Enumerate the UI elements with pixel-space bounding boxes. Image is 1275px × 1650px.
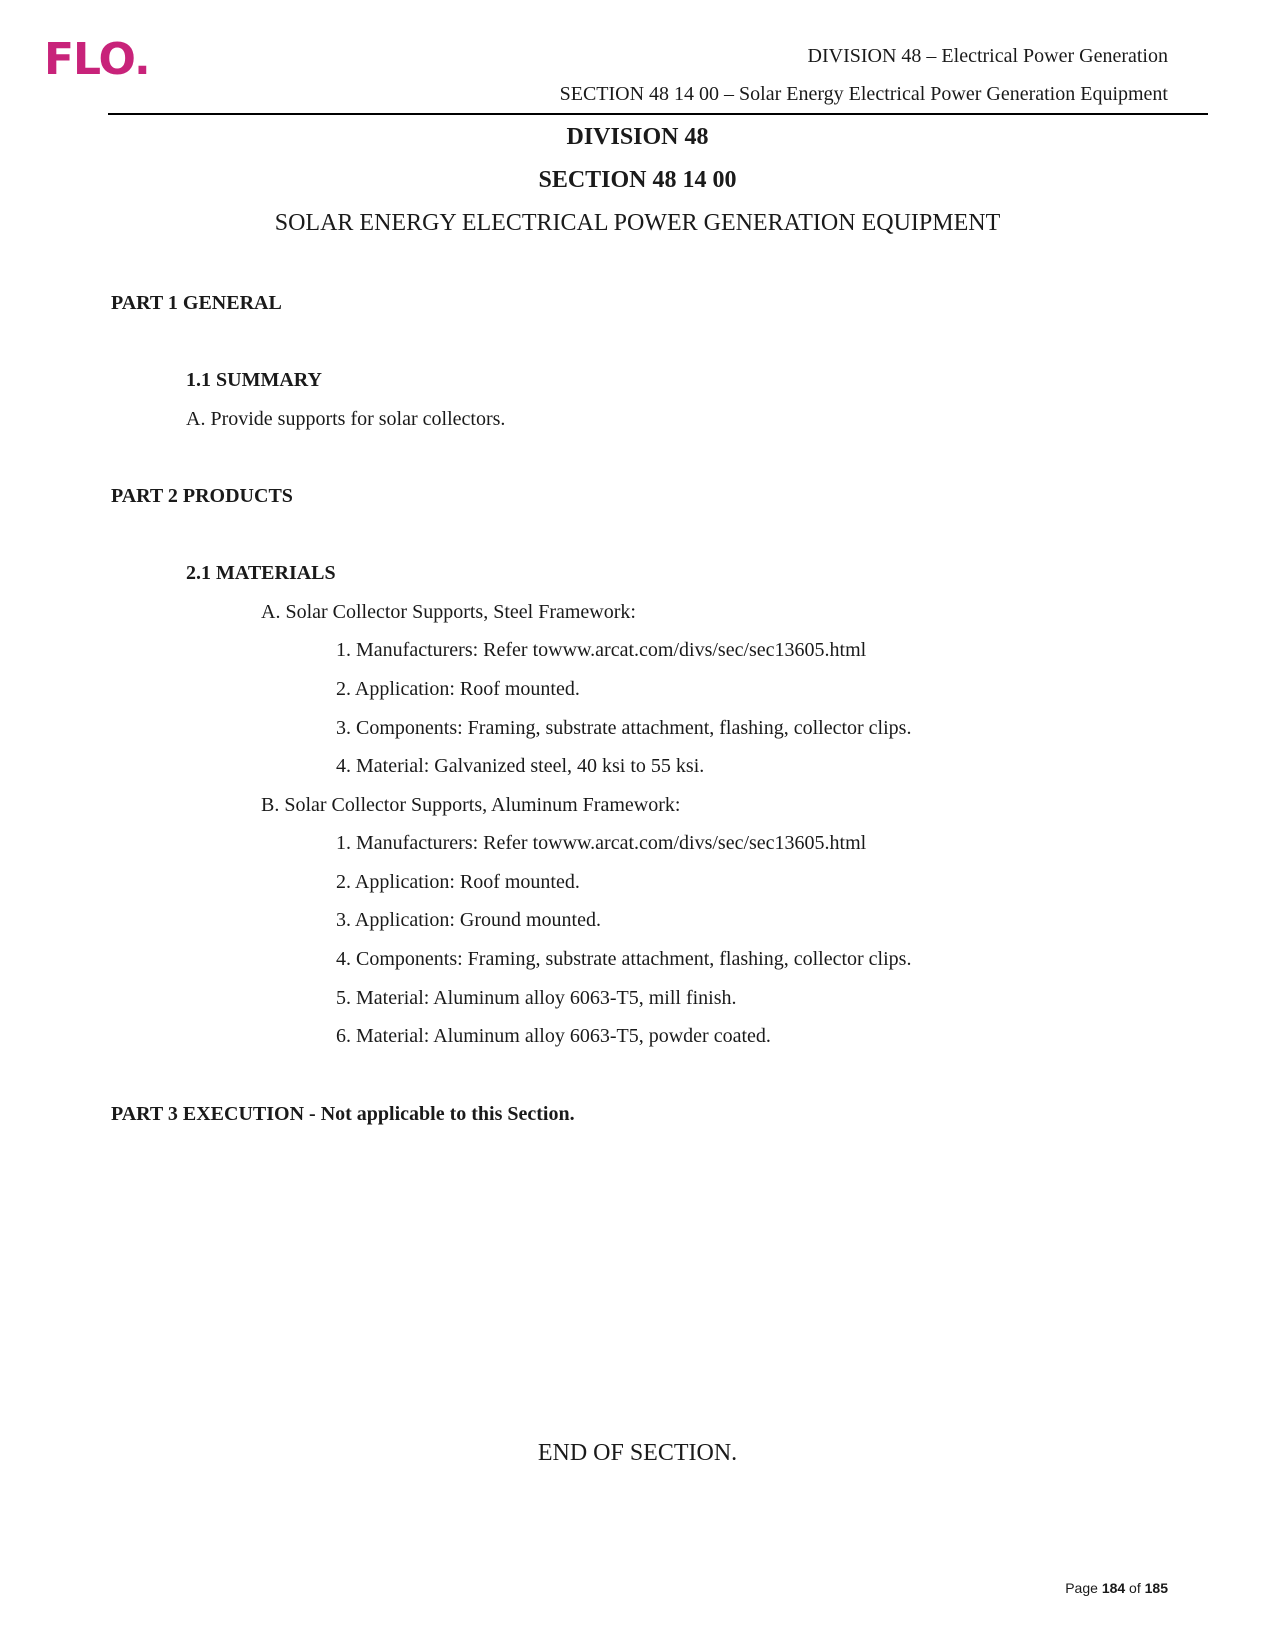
list-item: 4. Material: Galvanized steel, 40 ksi to 55 ksi. [336,755,705,777]
list-item: 5. Material: Aluminum alloy 6063-T5, mill finish. [336,987,737,1009]
header-division: DIVISION 48 – Electrical Power Generation [807,45,1168,67]
part2-subheading: 2.1 MATERIALS [186,562,336,584]
of-label: of [1125,1580,1145,1596]
title-name: SOLAR ENERGY ELECTRICAL POWER GENERATION EQUIPMENT [274,210,1001,236]
list-item: 3. Components: Framing, substrate attachment, flashing, collector clips. [336,717,912,739]
header-section: SECTION 48 14 00 – Solar Energy Electrical Power Generation Equipment [559,83,1168,105]
end-of-section: END OF SECTION. [537,1440,738,1466]
list-item: 3. Application: Ground mounted. [336,909,601,931]
title-section: SECTION 48 14 00 [538,167,737,193]
group-a-label: A. Solar Collector Supports, Steel Framework: [261,601,636,623]
part1-subheading: 1.1 SUMMARY [186,369,322,391]
page-number: 184 [1101,1580,1126,1596]
list-item: 2. Application: Roof mounted. [336,678,580,700]
list-item: 6. Material: Aluminum alloy 6063-T5, powder coated. [336,1025,771,1047]
list-item: 4. Components: Framing, substrate attachment, flashing, collector clips. [336,948,912,970]
part2-heading: PART 2 PRODUCTS [111,485,293,507]
part3-heading: PART 3 EXECUTION [111,1103,305,1125]
list-item: 1. Manufacturers: Refer towww.arcat.com/divs/sec/sec13605.html [336,639,867,661]
part3-line [111,1103,575,1126]
part1-heading: PART 1 GENERAL [111,292,282,314]
list-item: 1. Manufacturers: Refer towww.arcat.com/divs/sec/sec13605.html [336,832,867,854]
part3-note: - Not applicable to this Section. [304,1103,575,1125]
header-divider [108,113,1208,115]
flo-logo: FLO. [44,34,150,85]
page-label: Page [1065,1580,1102,1596]
title-division: DIVISION 48 [566,124,709,150]
page-total: 185 [1144,1580,1168,1596]
list-item: 2. Application: Roof mounted. [336,871,580,893]
group-b-label: B. Solar Collector Supports, Aluminum Framework: [261,794,681,816]
page-footer [1065,1580,1168,1596]
part1-item-a: A. Provide supports for solar collectors. [186,408,506,430]
